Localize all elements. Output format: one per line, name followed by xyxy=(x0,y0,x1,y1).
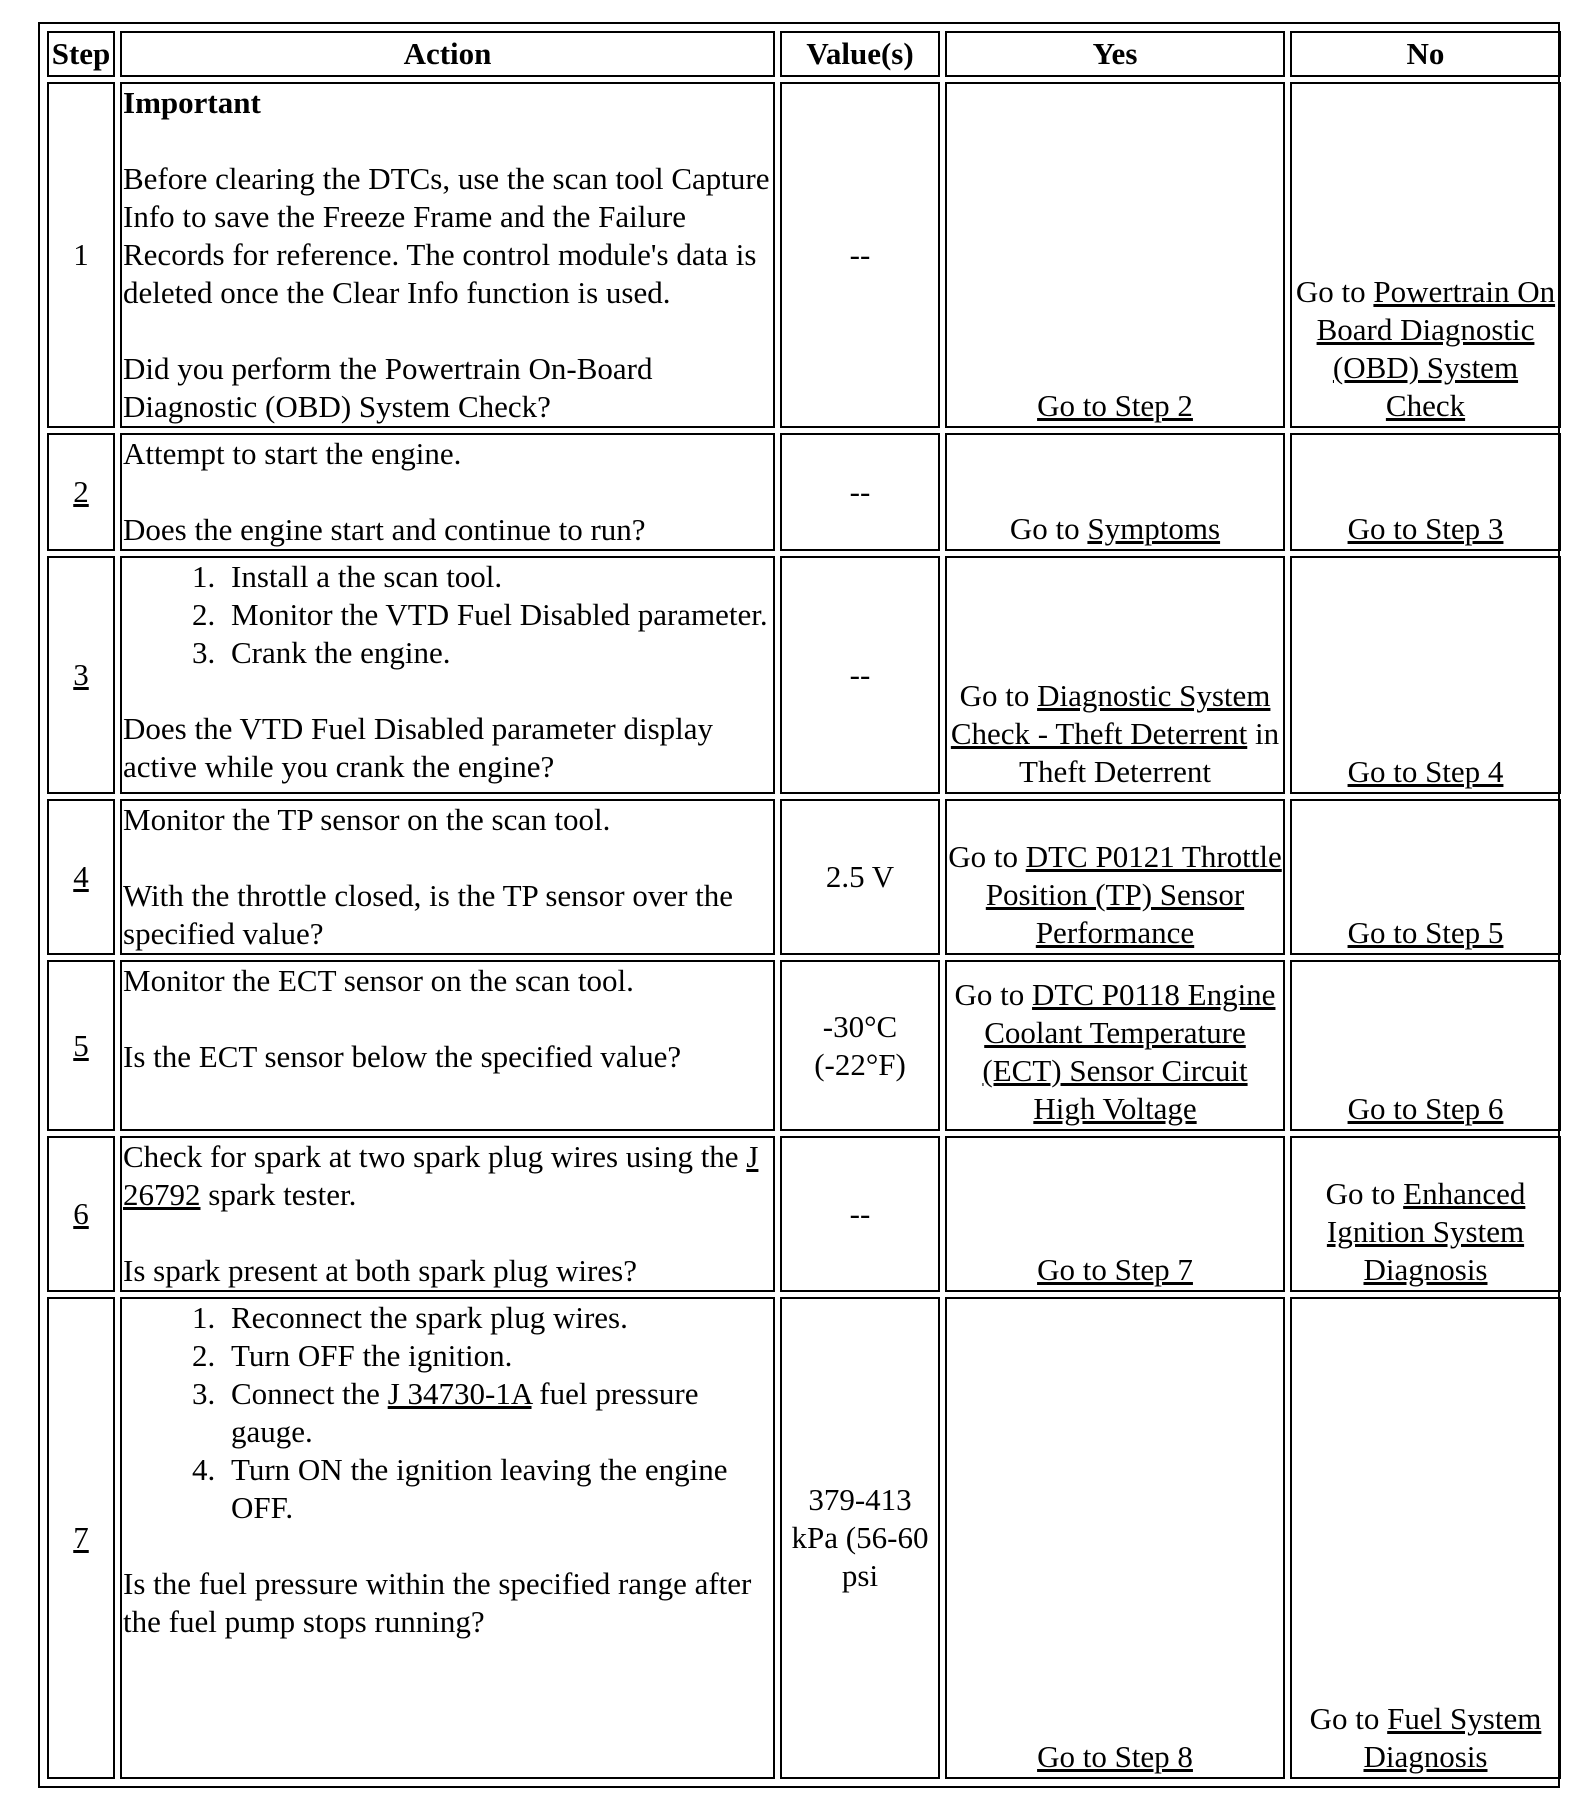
value-cell: -- xyxy=(780,1136,940,1292)
step-number xyxy=(47,799,115,955)
action-question: Does the engine start and continue to run? xyxy=(123,512,646,547)
header-row xyxy=(47,31,1561,77)
table-row-step-4 xyxy=(47,799,1561,955)
yes-cell xyxy=(945,82,1285,428)
action-instruction: Monitor the ECT sensor on the scan tool. xyxy=(123,963,634,998)
action-cell xyxy=(120,82,775,428)
step-link[interactable]: 3 xyxy=(73,657,89,692)
no-link[interactable]: Powertrain On Board Diagnostic (OBD) System Check xyxy=(1316,274,1556,423)
value-cell: -30°C (-22°F) xyxy=(780,960,940,1131)
table-row-step-2 xyxy=(47,433,1561,551)
table-row-step-1 xyxy=(47,82,1561,428)
step-number xyxy=(47,1297,115,1779)
value-cell: 379-413 kPa (56-60 psi xyxy=(780,1297,940,1779)
value-cell: -- xyxy=(780,556,940,794)
table-row-step-6 xyxy=(47,1136,1561,1292)
list-item: 4. Turn ON the ignition leaving the engine OFF. xyxy=(223,1451,772,1527)
yes-prefix: Go to xyxy=(1009,511,1088,546)
yes-link[interactable]: Go to Step 2 xyxy=(1037,388,1193,423)
no-link[interactable]: Go to Step 5 xyxy=(1347,915,1504,950)
item-text: fuel pressure gauge. xyxy=(231,1376,699,1449)
list-item: 1. Install a the scan tool. xyxy=(223,558,772,596)
action-cell xyxy=(120,799,775,955)
action-cell xyxy=(120,1136,775,1292)
no-cell xyxy=(1290,799,1561,955)
action-instruction: Monitor the TP sensor on the scan tool. xyxy=(123,802,611,837)
no-cell xyxy=(1290,960,1561,1131)
action-question: Does the VTD Fuel Disabled parameter display active while you crank the engine? xyxy=(123,711,713,784)
yes-prefix: Go to xyxy=(959,678,1038,713)
action-question: Did you perform the Powertrain On-Board Diagnostic (OBD) System Check? xyxy=(123,351,653,424)
no-link[interactable]: Go to Step 6 xyxy=(1347,1091,1504,1126)
header-step: Step xyxy=(47,31,115,77)
no-cell xyxy=(1290,82,1561,428)
action-steps-list xyxy=(123,558,772,672)
step-link[interactable]: 5 xyxy=(73,1027,89,1063)
header-values: Value(s) xyxy=(780,31,940,77)
action-question: Is the fuel pressure within the specified range after the fuel pump stops running? xyxy=(123,1566,752,1639)
no-link[interactable]: Go to Step 4 xyxy=(1347,754,1504,789)
action-cell xyxy=(120,960,775,1131)
value-cell: -- xyxy=(780,433,940,551)
yes-link[interactable]: Go to Step 8 xyxy=(1037,1739,1193,1774)
tool-link[interactable]: J 34730-1A xyxy=(387,1376,532,1411)
step-number xyxy=(47,433,115,551)
yes-prefix: Go to xyxy=(948,839,1026,874)
step-link[interactable]: 2 xyxy=(73,474,89,509)
list-item: 2. Turn OFF the ignition. xyxy=(223,1337,772,1375)
no-cell xyxy=(1290,1136,1561,1292)
action-cell xyxy=(120,556,775,794)
list-item: 1. Reconnect the spark plug wires. xyxy=(223,1299,772,1337)
yes-link[interactable]: Go to Step 7 xyxy=(1037,1252,1193,1287)
instruction-text: spark tester. xyxy=(200,1177,357,1212)
list-item xyxy=(223,1375,772,1451)
yes-cell xyxy=(945,1136,1285,1292)
no-prefix: Go to xyxy=(1309,1701,1388,1736)
action-note: Before clearing the DTCs, use the scan tool Capture Info to save the Freeze Frame and the Failure Records for reference. The control module's data is deleted once the Clear Info function is used. xyxy=(123,161,770,310)
step-number: 1 xyxy=(47,82,115,428)
action-question: Is spark present at both spark plug wires? xyxy=(123,1253,637,1288)
yes-cell xyxy=(945,433,1285,551)
diagnostic-table xyxy=(42,26,1566,1784)
step-link[interactable]: 4 xyxy=(73,859,89,894)
yes-prefix: Go to xyxy=(954,977,1033,1012)
yes-link[interactable]: Diagnostic System Check - Theft Deterrent xyxy=(950,678,1271,751)
yes-suffix: in Theft Deterrent xyxy=(1019,716,1280,789)
no-link[interactable]: Enhanced Ignition System Diagnosis xyxy=(1326,1176,1526,1287)
step-link[interactable]: 7 xyxy=(73,1520,89,1555)
no-cell xyxy=(1290,1297,1561,1779)
no-prefix: Go to xyxy=(1325,1176,1404,1211)
action-cell xyxy=(120,1297,775,1779)
action-instruction xyxy=(123,1138,772,1214)
item-text: Connect the xyxy=(231,1376,388,1411)
no-link[interactable]: Fuel System Diagnosis xyxy=(1363,1701,1542,1774)
instruction-text: Check for spark at two spark plug wires using the xyxy=(123,1139,747,1174)
step-number xyxy=(47,556,115,794)
yes-link[interactable]: DTC P0121 Throttle Position (TP) Sensor Performance xyxy=(985,839,1282,950)
step-number xyxy=(47,960,115,1131)
yes-cell xyxy=(945,960,1285,1131)
header-action: Action xyxy=(120,31,775,77)
action-question: Is the ECT sensor below the specified value? xyxy=(123,1039,682,1074)
yes-link[interactable]: Symptoms xyxy=(1087,511,1221,546)
no-cell xyxy=(1290,556,1561,794)
no-cell xyxy=(1290,433,1561,551)
yes-cell xyxy=(945,556,1285,794)
yes-cell xyxy=(945,799,1285,955)
step-link[interactable]: 6 xyxy=(73,1196,89,1231)
tool-link[interactable]: J 26792 xyxy=(123,1139,759,1212)
table-row-step-7 xyxy=(47,1297,1561,1779)
table-row-step-5 xyxy=(47,960,1561,1131)
action-cell xyxy=(120,433,775,551)
action-steps-list xyxy=(123,1299,772,1527)
no-prefix: Go to xyxy=(1295,274,1374,309)
value-cell: 2.5 V xyxy=(780,799,940,955)
header-yes: Yes xyxy=(945,31,1285,77)
important-label: Important xyxy=(123,85,261,120)
table-row-step-3 xyxy=(47,556,1561,794)
value-cell: -- xyxy=(780,82,940,428)
list-item: 2. Monitor the VTD Fuel Disabled parameter. xyxy=(223,596,772,634)
action-instruction: Attempt to start the engine. xyxy=(123,436,462,471)
yes-link[interactable]: DTC P0118 Engine Coolant Temperature (ECT) Sensor Circuit High Voltage xyxy=(982,977,1276,1126)
step-number xyxy=(47,1136,115,1292)
list-item: 3. Crank the engine. xyxy=(223,634,772,672)
yes-cell xyxy=(945,1297,1285,1779)
action-question: With the throttle closed, is the TP sensor over the specified value? xyxy=(123,878,734,951)
header-no: No xyxy=(1290,31,1561,77)
no-link[interactable]: Go to Step 3 xyxy=(1347,511,1504,546)
